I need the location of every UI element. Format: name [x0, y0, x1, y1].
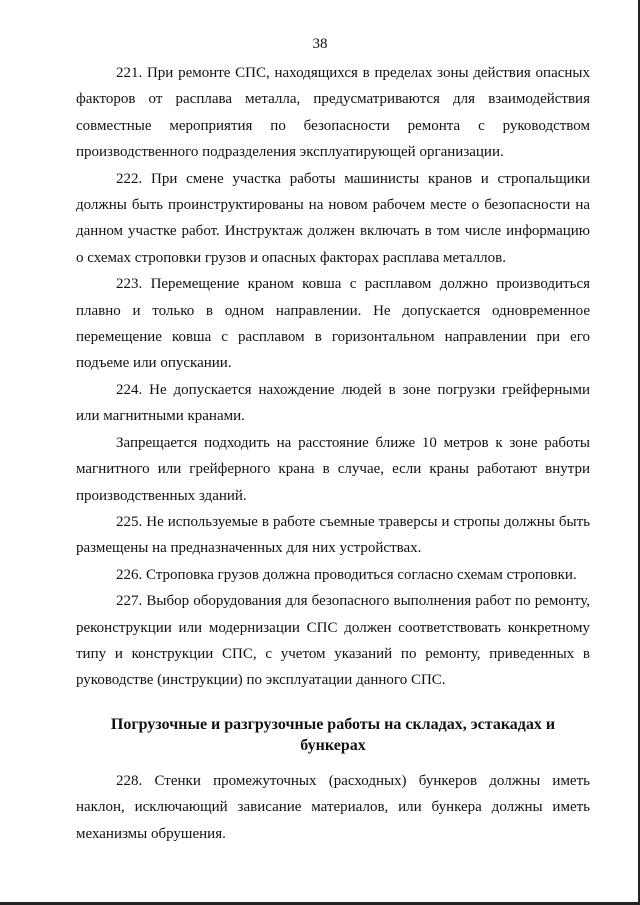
- paragraph-223: 223. Перемещение краном ковша с расплавом должно производиться плавно и только в одном направлении. Не допускается одновременное перемещение ковша с расплавом в горизонтальном направлении при его подъеме или опускании.: [76, 276, 590, 372]
- paragraph-226: 226. Строповка грузов должна проводиться согласно схемам строповки.: [116, 566, 577, 583]
- paragraph-224: 224. Не допускается нахождение людей в зоне погрузки грейферными или магнитными кранами.: [76, 381, 590, 425]
- page-number: 38: [312, 36, 328, 52]
- paragraph-227: 227. Выбор оборудования для безопасного выполнения работ по ремонту, реконструкции или модернизации СПС должен соответствовать конкретному типу и конструкции СПС, с учетом указаний по ремонту, приведенных в руководстве (инструкции) по эксплуатации данного СПС.: [76, 593, 590, 689]
- section-heading: Погрузочные и разгрузочные работы на складах, эстакадах и бункерах: [110, 715, 556, 754]
- paragraph-224-continuation: Запрещается подходить на расстояние ближе 10 метров к зоне работы магнитного или грейферного крана в случае, если краны работают внутри производственных зданий.: [76, 434, 590, 504]
- document-body: [76, 60, 590, 847]
- paragraph-225: 225. Не используемые в работе съемные траверсы и стропы должны быть размещены на предназначенных для них устройствах.: [76, 513, 590, 557]
- paragraph-221: 221. При ремонте СПС, находящихся в пределах зоны действия опасных факторов от расплава металла, предусматриваются для взаимодействия совместные мероприятия по безопасности ремонта с руководством производственного подразделения эксплуатирующей организации.: [76, 65, 590, 161]
- paragraph-228: 228. Стенки промежуточных (расходных) бункеров должны иметь наклон, исключающий зависание материалов, или бункера должны иметь механизмы обрушения.: [76, 772, 590, 842]
- paragraph-222: 222. При смене участка работы машинисты кранов и стропальщики должны быть проинструктированы на новом рабочем месте о безопасности на данном участке работ. Инструктаж должен включать в том числе информацию о схемах строповки грузов и опасных факторах расплава металлов.: [76, 170, 590, 266]
